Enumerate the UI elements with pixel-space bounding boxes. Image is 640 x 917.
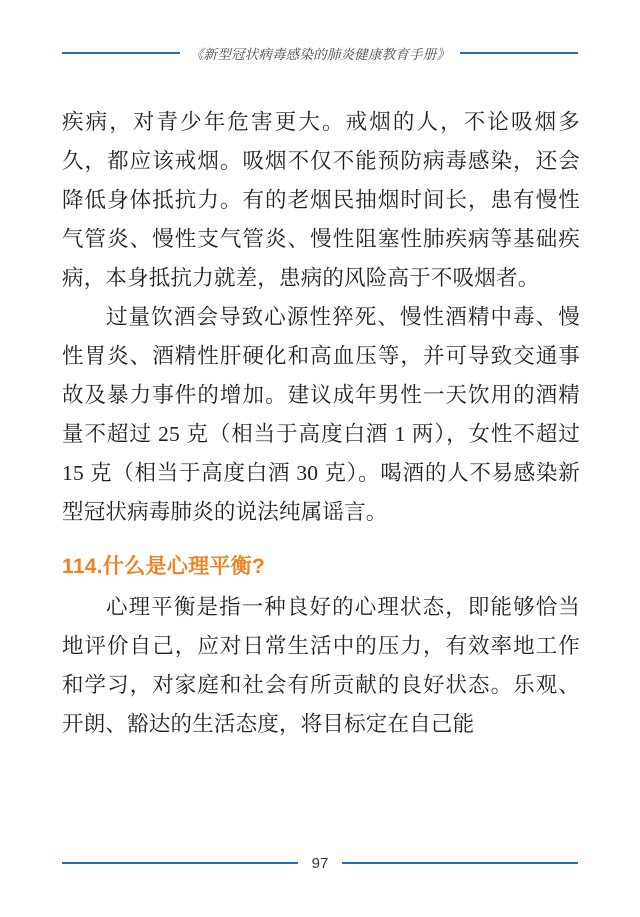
paragraph-alcohol: 过量饮酒会导致心源性猝死、慢性酒精中毒、慢性胃炎、酒精性肝硬化和高血压等，并可导致交通事故及暴力事件的增加。建议成年男性一天饮用的酒精量不超过 25 克（相当于高度白酒 1 两），女性不超过 15 克（相当于高度白酒 30 克）。喝酒的人不易感染新型冠状病毒肺炎的说法纯属谣言。 bbox=[62, 305, 580, 524]
page-content bbox=[62, 103, 580, 744]
footer-rule-right bbox=[342, 862, 578, 864]
page-footer bbox=[62, 853, 578, 873]
header-rule-right bbox=[460, 52, 578, 54]
paragraph-continuation: 疾病，对青少年危害更大。戒烟的人，不论吸烟多久，都应该戒烟。吸烟不仅不能预防病毒感染，还会降低身体抵抗力。有的老烟民抽烟时间长，患有慢性气管炎、慢性支气管炎、慢性阻塞性肺疾病等基础疾病，本身抵抗力就差，患病的风险高于不吸烟者。 bbox=[62, 110, 580, 290]
section-heading-114: 114.什么是心理平衡? bbox=[62, 555, 266, 578]
paragraph-mental-balance: 心理平衡是指一种良好的心理状态，即能够恰当地评价自己，应对日常生活中的压力，有效率地工作和学习，对家庭和社会有所贡献的良好状态。乐观、开朗、豁达的生活态度，将目标定在自己能 bbox=[62, 595, 580, 736]
page-number: 97 bbox=[311, 854, 329, 872]
footer-rule-left bbox=[62, 862, 298, 864]
header-rule-left bbox=[62, 52, 180, 54]
header-book-title: 《新型冠状病毒感染的肺炎健康教育手册》 bbox=[189, 47, 451, 62]
page-header bbox=[62, 42, 578, 64]
